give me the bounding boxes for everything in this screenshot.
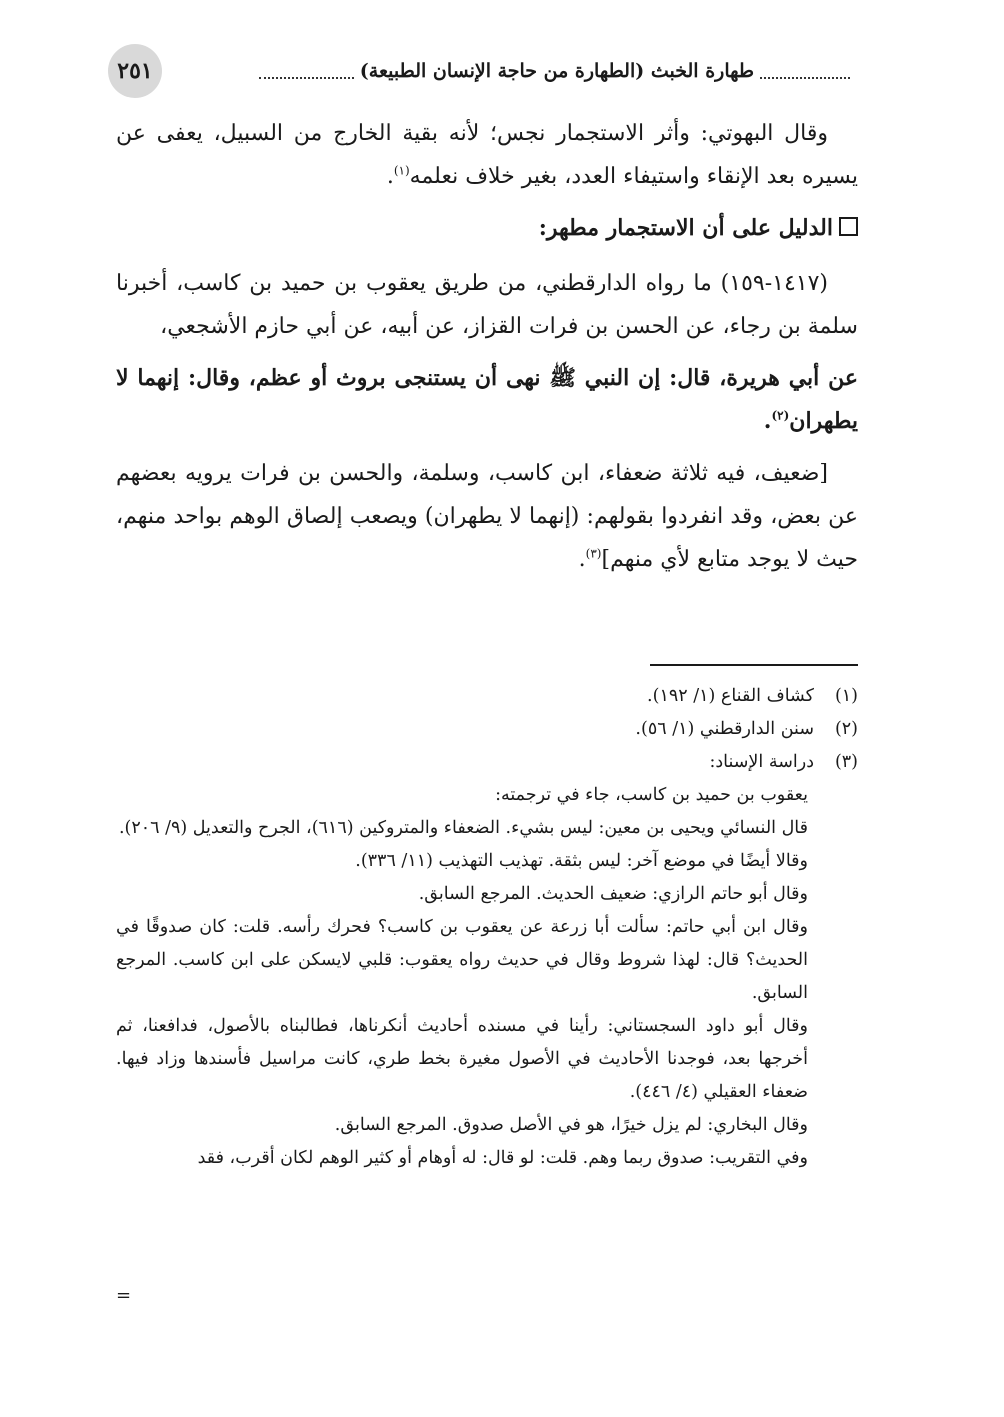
- paragraph-hadith-matn: [116, 357, 858, 443]
- footnote-line: يعقوب بن حميد بن كاسب، جاء في ترجمته:: [495, 785, 808, 805]
- footnote-text: سنن الدارقطني (١/ ٥٦).: [635, 719, 814, 739]
- section-heading-text: الدليل على أن الاستجمار مطهر:: [538, 215, 833, 241]
- header-dots-right: [760, 63, 850, 79]
- footnotes: [116, 680, 858, 1175]
- footnote-separator: [650, 664, 858, 666]
- footnote-number: (٣): [834, 752, 858, 772]
- paragraph-end: .: [578, 547, 586, 572]
- main-text: [116, 112, 858, 590]
- page-number: ٢٥١: [108, 44, 162, 98]
- paragraph-text: عن أبي هريرة، قال: إن النبي ﷺ نهى أن يستنجى بروث أو عظم، وقال: إنهما لا يطهران: [116, 365, 858, 434]
- footnote-ref-3[interactable]: (٣): [585, 546, 602, 561]
- section-heading: [116, 207, 858, 250]
- footnote-3: [116, 746, 858, 779]
- paragraph-end: .: [386, 164, 394, 189]
- footnote-text: دراسة الإسناد:: [709, 752, 814, 772]
- footnote-line: وقال ابن أبي حاتم: سألت أبا زرعة عن يعقوب بن كاسب؟ فحرك رأسه. قلت: كان صدوقًا في الحديث؟ قال: لهذا شروط وقال في حديث رواه يعقوب: قلبي لايسكن على ابن كاسب. المرجع السابق.: [116, 917, 808, 1003]
- footnote-line: وقال أبو داود السجستاني: رأينا في مسنده أحاديث أنكرناها، فطالبناه بالأصول، فدافعنا، ثم أخرجها بعد، فوجدنا الأحاديث في الأصول مغيرة بخط طري، كانت مراسيل فأسندها وزاد فيها. ضعفاء العقيلي (٤/ ٤٤٦).: [116, 1016, 808, 1102]
- footnote-text: كشاف القناع (١/ ١٩٢).: [647, 686, 814, 706]
- footnote-2: [116, 713, 858, 746]
- footnote-line: وقال البخاري: لم يزل خيرًا، هو في الأصل صدوق. المرجع السابق.: [334, 1115, 808, 1135]
- paragraph-hadith-chain: [116, 262, 858, 348]
- chapter-title: طهارة الخبث (الطهارة من حاجة الإنسان الطبيعة): [359, 60, 754, 82]
- footnote-number: (٢): [834, 719, 858, 739]
- footnote-line: وفي التقريب: صدوق ربما وهم. قلت: لو قال: له أوهام أو كثير الوهم لكان أقرب، فقد: [197, 1148, 808, 1168]
- paragraph-end: .: [763, 408, 772, 434]
- footnote-number: (١): [834, 686, 858, 706]
- header-dots-left: [259, 63, 354, 79]
- footnote-line: وقالا أيضًا في موضع آخر: ليس بثقة. تهذيب التهذيب (١١/ ٣٣٦).: [355, 851, 808, 871]
- header-title-row: [178, 56, 856, 86]
- paragraph-bahuti: [116, 112, 858, 198]
- checkbox-square-icon: [839, 217, 858, 236]
- paragraph-text: [ضعيف، فيه ثلاثة ضعفاء، ابن كاسب، وسلمة، والحسن بن فرات يرويه بعضهم عن بعض، وقد انفردوا بقولهم: (إنهما لا يطهران) ويصعب إلصاق الوهم بواحد منهم، حيث لا يوجد متابع لأي منهم]: [116, 461, 858, 572]
- paragraph-grading: [116, 452, 858, 581]
- footnote-line: قال النسائي ويحيى بن معين: ليس بشيء. الضعفاء والمتروكين (٦١٦)، الجرح والتعديل (٩/ ٢٠٦).: [118, 818, 808, 838]
- paragraph-text: وقال البهوتي: وأثر الاستجمار نجس؛ لأنه بقية الخارج من السبيل، يعفى عن يسيره بعد الإنقاء واستيفاء العدد، بغير خلاف نعلمه: [116, 121, 858, 189]
- paragraph-text: (١٤١٧-١٥٩) ما رواه الدارقطني، من طريق يعقوب بن حميد بن كاسب، أخبرنا سلمة بن رجاء، عن الحسن بن فرات القزاز، عن أبيه، عن أبي حازم الأشجعي،: [116, 271, 858, 339]
- footnote-ref-2[interactable]: (٢): [771, 408, 790, 423]
- footnote-ref-1[interactable]: (١): [393, 163, 410, 178]
- continuation-mark: =: [116, 1285, 132, 1306]
- footnote-line: وقال أبو حاتم الرازي: ضعيف الحديث. المرجع السابق.: [418, 884, 808, 904]
- footnote-1: [116, 680, 858, 713]
- running-header: [108, 44, 856, 96]
